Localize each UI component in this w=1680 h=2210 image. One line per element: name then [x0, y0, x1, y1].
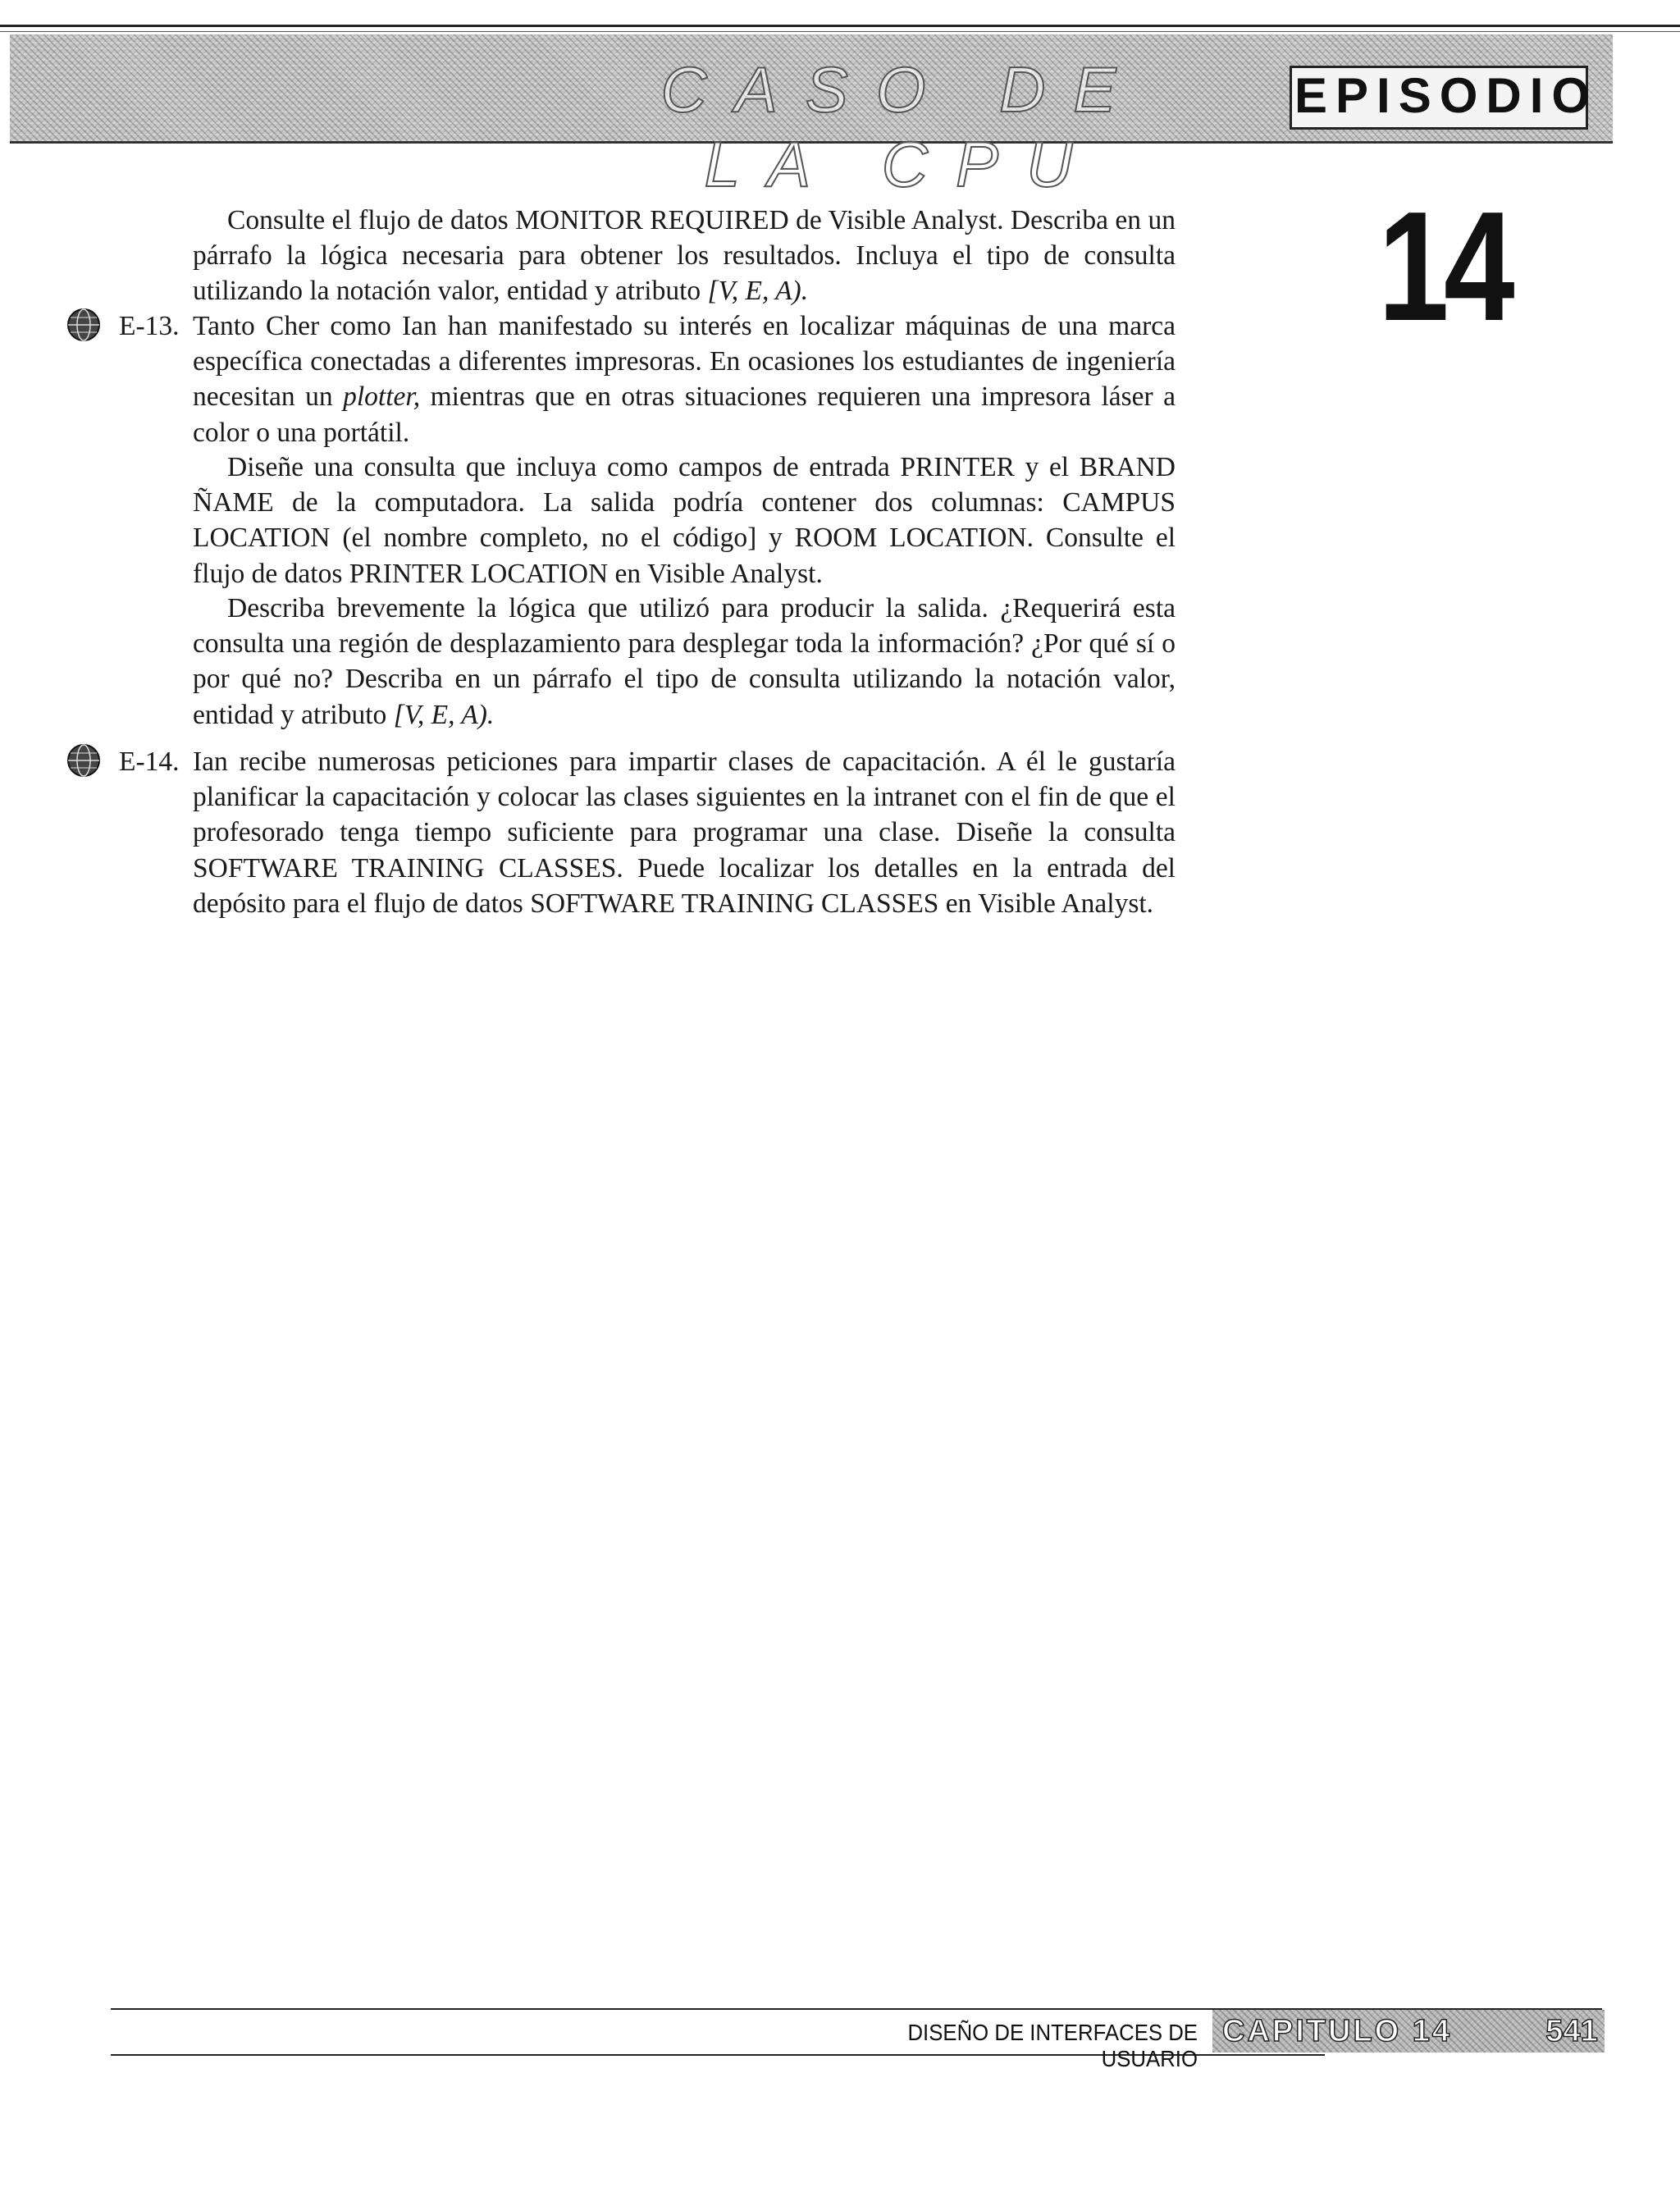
paragraph-design-query-text: Diseñe una consulta que incluya como campos de entrada PRINTER y el BRAND ÑAME de la computadora. La salida podría contener dos columnas: CAMPUS LOCATION (el nombre completo, no el código] y ROOM LOCATION. Consulte el flujo de datos PRINTER LOCATION en Visible Analyst.: [193, 452, 1176, 589]
header-title: CASO DE LA CPU: [660, 53, 1144, 200]
exercise-e13-text-a: Tanto Cher como Ian han manifestado su interés en localizar máquinas de una marca específica conectadas a diferentes impresoras. En ocasiones los estudiantes de ingeniería necesitan un: [193, 311, 1176, 413]
paragraph-describe-logic: [193, 591, 1176, 733]
chapter-number: 14: [1377, 180, 1510, 354]
www-globe-icon: [66, 307, 102, 343]
vea-notation-2: [V, E, A).: [393, 699, 495, 730]
exercise-number-e14: E-14.: [119, 747, 180, 777]
footer-section-title: DISEÑO DE INTERFACES DE USUARIO: [907, 2020, 1198, 2071]
exercise-number-e13: E-13.: [119, 311, 180, 341]
paragraph-describe-logic-text: Describa brevemente la lógica que utilizó para producir la salida. ¿Requerirá esta consulta una región de desplazamiento para desplegar toda la información? ¿Por qué sí o por qué no? Describa en un párrafo el tipo de consulta utilizando la notación valor, entidad y atributo: [193, 593, 1176, 730]
www-globe-icon: [66, 742, 102, 779]
top-rule: [0, 25, 1680, 27]
paragraph-intro: [193, 203, 1176, 309]
vea-notation: [V, E, A).: [707, 276, 809, 307]
exercise-e14: [193, 744, 1176, 921]
exercise-e13: [193, 308, 1176, 450]
paragraph-intro-text: Consulte el flujo de datos MONITOR REQUIRED de Visible Analyst. Describa en un párrafo la lógica necesaria para obtener los resultados. Incluya el tipo de consulta utilizando la notación valor, entidad y atributo: [193, 205, 1176, 307]
paragraph-design-query: [193, 450, 1176, 591]
exercise-e13-text-b: mientras que en otras situaciones requieren una impresora láser a color o una portátil.: [193, 381, 1176, 448]
plotter-term: plotter,: [343, 381, 421, 413]
top-rule-thin: [0, 31, 1680, 32]
footer-chapter-label: CAPITULO 14: [1222, 2014, 1453, 2048]
episode-label: EPISODIO: [1294, 68, 1599, 123]
exercise-e14-text: Ian recibe numerosas peticiones para impartir clases de capacitación. A él le gustaría planificar la capacitación y colocar las clases siguientes en la intranet con el fin de que el profesorado tenga tiempo suficiente para programar una clase. Diseñe la consulta SOFTWARE TRAINING CLASSES. Puede localizar los detalles en la entrada del depósito para el flujo de datos SOFTWARE TRAINING CLASSES en Visible Analyst.: [193, 747, 1176, 919]
page-number: 541: [1545, 2014, 1598, 2048]
